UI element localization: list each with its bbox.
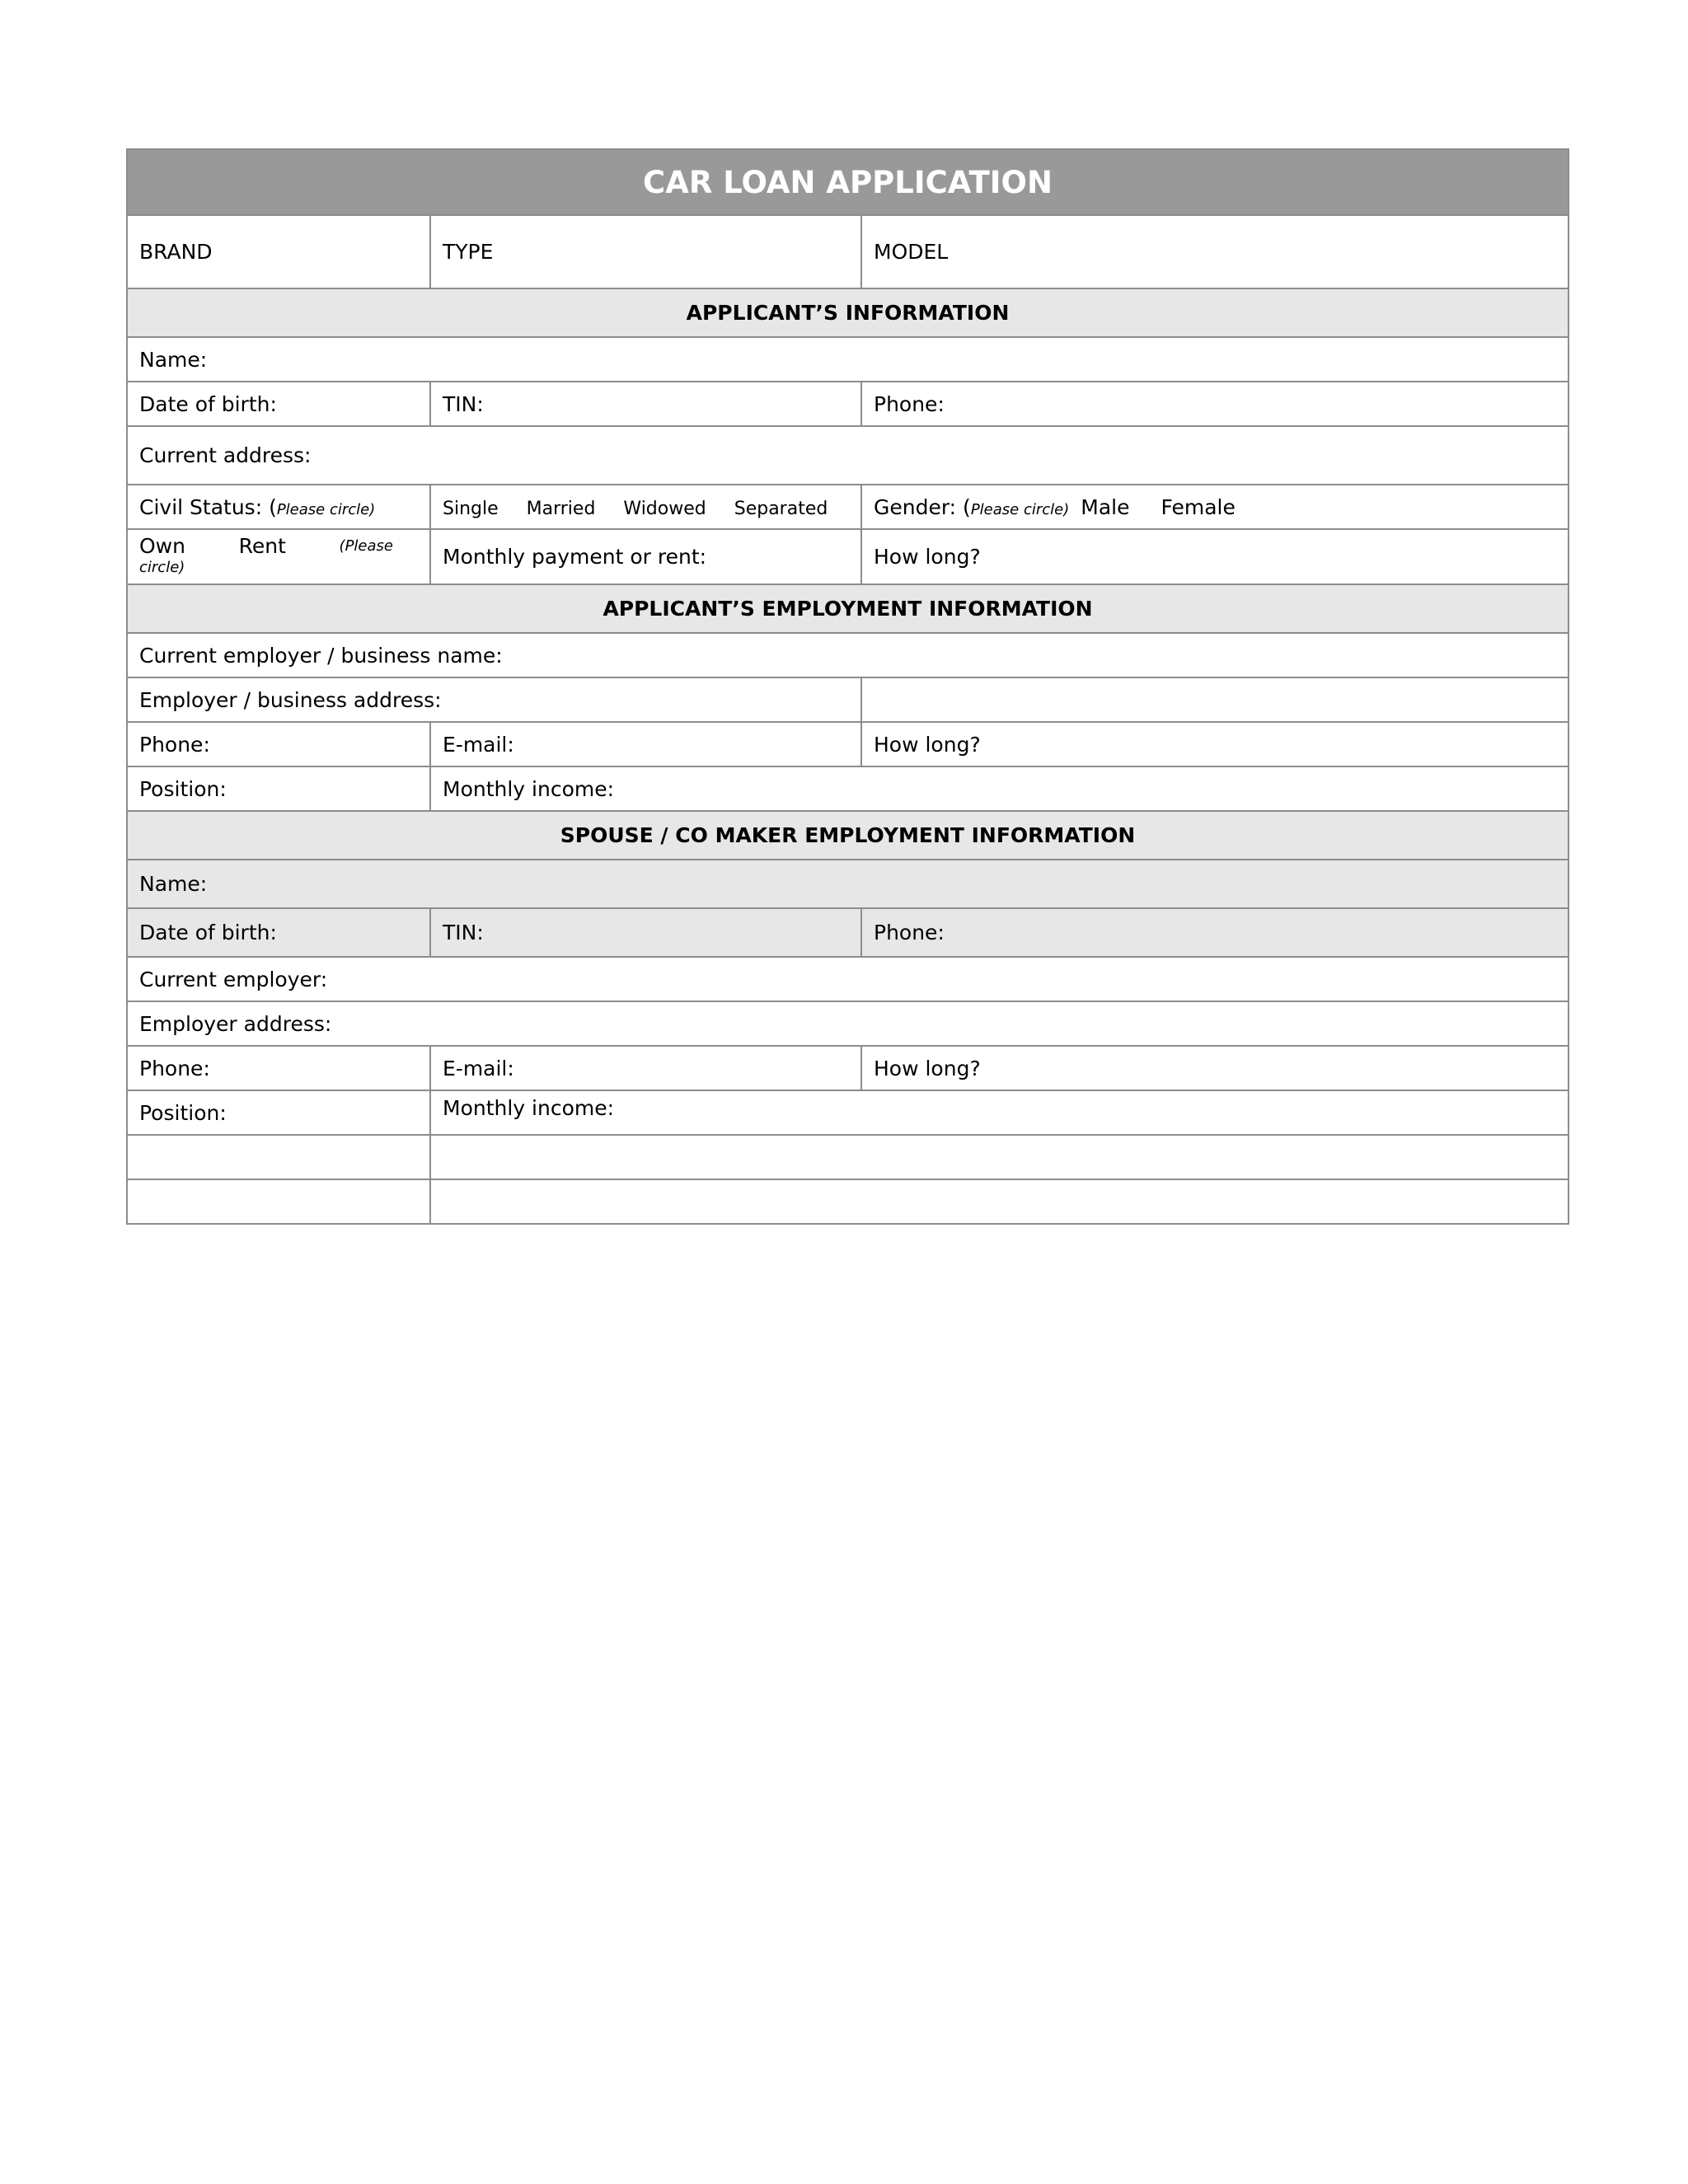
form-title-row [127,149,1568,215]
blank-cell[interactable] [127,1179,430,1224]
applicant-info-header: APPLICANT’S INFORMATION [127,288,1568,337]
spouse-position-field[interactable]: Position: [127,1090,430,1135]
blank-row-1 [127,1135,1568,1179]
rent-option[interactable]: Rent [238,533,286,558]
employer-name-field[interactable]: Current employer / business name: [127,633,1568,677]
employer-address-row [127,677,1568,722]
civil-status-label: Civil Status: ( [139,494,277,519]
applicant-info-header-row [127,288,1568,337]
spouse-email-field[interactable]: E-mail: [430,1046,861,1090]
spouse-employment-header: SPOUSE / CO MAKER EMPLOYMENT INFORMATION [127,811,1568,860]
spouse-employer-row [127,957,1568,1001]
gender-option-male[interactable]: Male [1081,494,1130,519]
applicant-dob-row [127,382,1568,426]
spouse-dob-field[interactable]: Date of birth: [127,908,430,957]
spouse-name-row [127,860,1568,908]
civil-option-widowed[interactable]: Widowed [623,498,706,519]
blank-cell[interactable] [430,1179,1568,1224]
civil-option-single[interactable]: Single [443,498,499,519]
applicant-tin-field[interactable]: TIN: [430,382,861,426]
type-field[interactable]: TYPE [430,215,861,288]
spouse-employer-field[interactable]: Current employer: [127,957,1568,1001]
own-option[interactable]: Own [139,533,185,558]
own-rent-note-cont: circle) [139,558,185,576]
spouse-contact-row [127,1046,1568,1090]
applicant-address-row [127,426,1568,485]
employer-address-field[interactable]: Employer / business address: [127,677,861,722]
civil-status-note: Please circle) [276,500,376,518]
employer-address-extra[interactable] [861,677,1568,722]
residence-how-long-field[interactable]: How long? [861,529,1568,584]
applicant-name-row [127,337,1568,382]
employer-contact-row [127,722,1568,766]
car-loan-application-form [126,148,1569,1225]
blank-row-2 [127,1179,1568,1224]
monthly-payment-field[interactable]: Monthly payment or rent: [430,529,861,584]
civil-status-label-cell [127,485,430,529]
own-rent-note: (Please [339,537,393,555]
spouse-how-long-field[interactable]: How long? [861,1046,1568,1090]
applicant-phone-field[interactable]: Phone: [861,382,1568,426]
vehicle-row [127,215,1568,288]
spouse-dob-row [127,908,1568,957]
form-title: CAR LOAN APPLICATION [127,149,1568,215]
model-field[interactable]: MODEL [861,215,1568,288]
civil-option-married[interactable]: Married [526,498,596,519]
applicant-dob-field[interactable]: Date of birth: [127,382,430,426]
spouse-phone-field[interactable]: Phone: [861,908,1568,957]
employer-phone-field[interactable]: Phone: [127,722,430,766]
spouse-employer-address-field[interactable]: Employer address: [127,1001,1568,1046]
applicant-employment-header-row [127,584,1568,633]
civil-option-separated[interactable]: Separated [734,498,828,519]
spouse-employment-header-row [127,811,1568,860]
position-field[interactable]: Position: [127,766,430,811]
spouse-work-phone-field[interactable]: Phone: [127,1046,430,1090]
employment-how-long-field[interactable]: How long? [861,722,1568,766]
residence-row [127,529,1568,584]
applicant-address-field[interactable]: Current address: [127,426,1568,485]
gender-option-female[interactable]: Female [1160,494,1236,519]
applicant-name-field[interactable]: Name: [127,337,1568,382]
employer-name-row [127,633,1568,677]
gender-note: Please circle) [970,500,1070,518]
civil-status-options [430,485,861,529]
employer-email-field[interactable]: E-mail: [430,722,861,766]
gender-label: Gender: ( [874,494,971,519]
blank-cell[interactable] [430,1135,1568,1179]
gender-cell [861,485,1568,529]
spouse-employer-address-row [127,1001,1568,1046]
monthly-income-field[interactable]: Monthly income: [430,766,1568,811]
applicant-employment-header: APPLICANT’S EMPLOYMENT INFORMATION [127,584,1568,633]
own-rent-cell [127,529,430,584]
spouse-tin-field[interactable]: TIN: [430,908,861,957]
brand-field[interactable]: BRAND [127,215,430,288]
civil-status-row [127,485,1568,529]
spouse-monthly-income-field[interactable]: Monthly income: [430,1090,1568,1135]
position-row [127,766,1568,811]
spouse-position-row [127,1090,1568,1135]
spouse-name-field[interactable]: Name: [127,860,1568,908]
blank-cell[interactable] [127,1135,430,1179]
